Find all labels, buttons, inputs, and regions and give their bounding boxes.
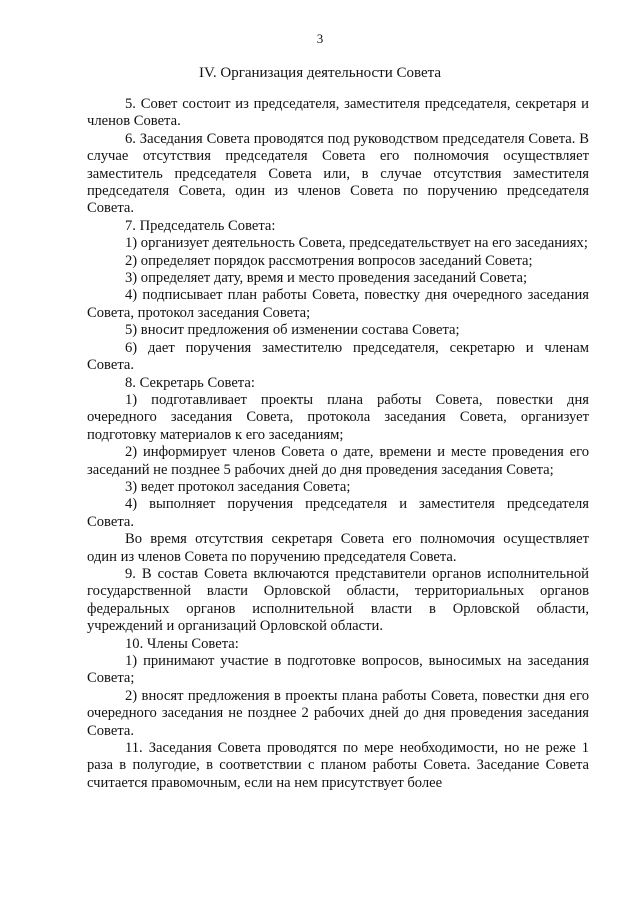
paragraph-6: 6. Заседания Совета проводятся под руководством председателя Совета. В случае отсутствия председателя Совета его полномочия осуществляет заместитель председателя Совета или, в случае отсутствия заместителя председателя Совета, один из членов Совета по поручению председателя Совета. [87,130,589,217]
paragraph-8-note: Во время отсутствия секретаря Совета его полномочия осуществляет один из членов Совета по поручению председателя Совета. [87,531,589,565]
paragraph-10-item-1: 1) принимают участие в подготовке вопросов, выносимых на заседания Совета; [87,653,589,687]
document-body [87,96,589,792]
paragraph-7-item-5: 5) вносит предложения об изменении состава Совета; [125,322,460,339]
paragraph-7: 7. Председатель Совета: [125,217,276,234]
paragraph-8: 8. Секретарь Совета: [125,374,255,391]
paragraph-7-item-2: 2) определяет порядок рассмотрения вопросов заседаний Совета; [125,252,533,269]
paragraph-7-item-1: 1) организует деятельность Совета, председательствует на его заседаниях; [125,235,588,252]
paragraph-8-item-1: 1) подготавливает проекты плана работы Совета, повестки дня очередного заседания Совета, протокола заседания Совета, организует подготовку материалов к его заседаниям; [87,391,589,443]
paragraph-9: 9. В состав Совета включаются представители органов исполнительной государственной власти Орловской области, территориальных органов федеральных органов исполнительной власти в Орловской области, учреждений и организаций Орловской области. [87,565,589,635]
paragraph-7-item-4: 4) подписывает план работы Совета, повестку дня очередного заседания Совета, протокол заседания Совета; [87,287,589,321]
paragraph-11: 11. Заседания Совета проводятся по мере необходимости, но не реже 1 раза в полугодие, в соответствии с планом работы Совета. Заседание Совета считается правомочным, если на нем присутствует более [87,740,589,791]
paragraph-7-item-3: 3) определяет дату, время и место проведения заседаний Совета; [125,270,528,287]
paragraph-10-item-2: 2) вносят предложения в проекты плана работы Совета, повестки дня его очередного заседания не позднее 2 рабочих дней до дня проведения заседания Совета. [87,687,589,739]
section-title: IV. Организация деятельности Совета [198,65,442,81]
page-number: 3 [316,31,324,46]
paragraph-8-item-4: 4) выполняет поручения председателя и заместителя председателя Совета. [87,496,589,530]
paragraph-7-item-6: 6) дает поручения заместителю председателя, секретарю и членам Совета. [87,339,589,374]
paragraph-10: 10. Члены Совета: [125,635,239,652]
paragraph-5: 5. Совет состоит из председателя, заместителя председателя, секретаря и членов Совета. [87,96,589,130]
paragraph-8-item-2: 2) информирует членов Совета о дате, времени и месте проведения его заседаний не позднее 5 рабочих дней до дня проведения заседания Совета; [87,444,589,478]
paragraph-8-item-3: 3) ведет протокол заседания Совета; [125,478,351,495]
